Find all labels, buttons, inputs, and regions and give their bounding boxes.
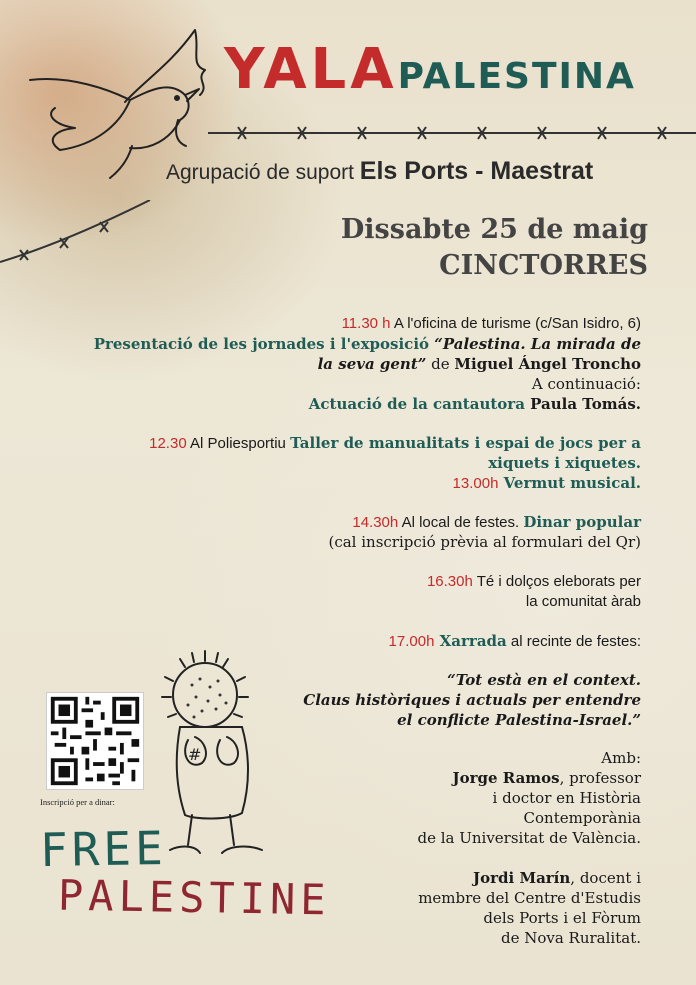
slogan-palestine: PALESTINE bbox=[57, 870, 331, 925]
subtitle-group: Els Ports - Maestrat bbox=[359, 157, 594, 185]
title-palestina: PALESTINA bbox=[397, 56, 636, 97]
location-text: Al local de festes. bbox=[398, 514, 524, 531]
speaker-name: Jordi Marín bbox=[473, 869, 571, 887]
activity-text: Taller de manualitats i espai de jocs per a bbox=[290, 434, 641, 452]
program-line bbox=[318, 354, 641, 374]
program-line: de la Universitat de València. bbox=[417, 829, 641, 847]
performer-name: Paula Tomás. bbox=[530, 395, 641, 413]
program-line: de Nova Ruralitat. bbox=[500, 929, 641, 947]
exhibition-title: la seva gent” bbox=[317, 355, 427, 373]
talk-title: “Tot està en el context. bbox=[447, 671, 641, 689]
activity-text: Actuació de la cantautora bbox=[308, 395, 531, 413]
svg-text:#: # bbox=[188, 745, 202, 764]
program-line bbox=[473, 868, 641, 888]
talk-title: Claus històriques i actuals per entendre bbox=[303, 691, 641, 709]
program-line bbox=[453, 473, 641, 494]
text: , docent i bbox=[570, 869, 641, 887]
barbed-wire-icon bbox=[0, 200, 180, 270]
program-line bbox=[149, 433, 641, 454]
time-label: 11.30 h bbox=[341, 315, 391, 332]
time-label: 13.00h bbox=[452, 475, 499, 492]
activity-text: Xarrada bbox=[434, 632, 507, 650]
author-name: Miguel Ángel Troncho bbox=[454, 355, 641, 373]
program-line bbox=[427, 572, 641, 592]
event-place: CINCTORRES bbox=[439, 250, 648, 281]
qr-code-icon[interactable] bbox=[46, 692, 144, 790]
location-text: A l'oficina de turisme (c/San Isidro, 6) bbox=[390, 315, 641, 332]
program-line bbox=[309, 394, 641, 414]
location-text: Al Poliesportiu bbox=[186, 435, 291, 452]
text: Té i dolços eleborats per bbox=[472, 573, 641, 590]
qr-caption: Inscripció per a dinar: bbox=[40, 797, 115, 807]
barbed-wire-icon bbox=[208, 124, 696, 142]
slogan-free: FREE bbox=[39, 820, 168, 878]
program-line: Amb: bbox=[601, 749, 641, 767]
handala-figure-icon bbox=[150, 645, 285, 885]
text: de bbox=[426, 355, 455, 373]
speaker-name: Jorge Ramos bbox=[452, 769, 560, 787]
program-line bbox=[352, 512, 641, 533]
time-label: 14.30h bbox=[352, 514, 399, 531]
talk-title: el conflicte Palestina-Israel.” bbox=[397, 711, 641, 729]
time-label: 12.30 bbox=[149, 435, 187, 452]
event-date-block bbox=[341, 212, 648, 284]
time-label: 17.00h bbox=[388, 633, 435, 650]
text: , professor bbox=[559, 769, 641, 787]
program-line bbox=[389, 631, 641, 652]
activity-text: Vermut musical. bbox=[498, 474, 641, 492]
program-line: (cal inscripció prèvia al formulari del Qr) bbox=[328, 533, 641, 551]
activity-text: Presentació de les jornades i l'exposició bbox=[93, 335, 435, 353]
program-line: la comunitat àrab bbox=[525, 593, 641, 610]
event-date: Dissabte 25 de maig bbox=[340, 214, 648, 245]
activity-text: Dinar popular bbox=[523, 513, 641, 531]
program-line bbox=[94, 334, 641, 354]
title-yala: YALA bbox=[224, 37, 398, 102]
page-title bbox=[224, 37, 636, 102]
program-line: membre del Centre d'Estudis bbox=[418, 889, 641, 907]
subtitle-prefix: Agrupació de suport bbox=[166, 161, 360, 184]
location-text: al recinte de festes: bbox=[506, 633, 641, 650]
time-label: 16.30h bbox=[426, 573, 473, 590]
program-line: dels Ports i el Fòrum bbox=[483, 909, 641, 927]
program-line bbox=[453, 768, 641, 788]
program-line bbox=[342, 314, 641, 334]
program-line: Contemporània bbox=[523, 809, 641, 827]
program-line: i doctor en Història bbox=[492, 789, 641, 807]
exhibition-title: “Palestina. La mirada de bbox=[434, 335, 641, 353]
program-line: xiquets i xiquetes. bbox=[488, 454, 641, 472]
program-line: A continuació: bbox=[531, 375, 641, 393]
subtitle bbox=[166, 157, 593, 186]
